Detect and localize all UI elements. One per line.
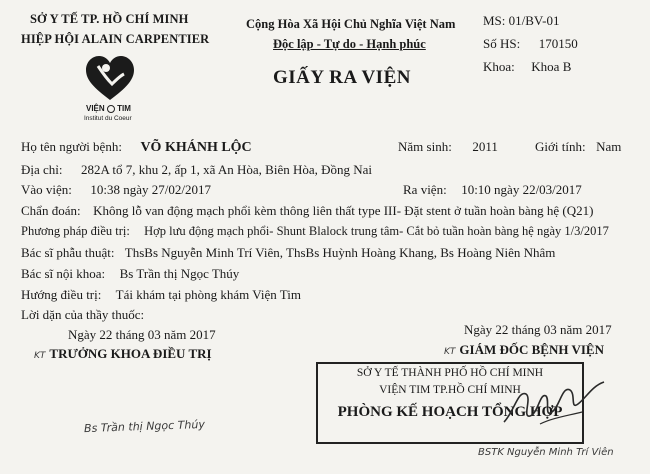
- birth-year-label: Năm sinh:: [398, 139, 452, 154]
- right-signer-prefix: KT: [444, 347, 456, 357]
- left-date: Ngày 22 tháng 03 năm 2017: [68, 327, 216, 342]
- heart-logo-icon: [84, 54, 136, 104]
- birth-year: [398, 139, 498, 155]
- form-code: MS: 01/BV-01: [483, 13, 560, 28]
- followup-value: Tái khám tại phòng khám Viện Tim: [115, 287, 301, 302]
- patient-name-value: VÕ KHÁNH LỘC: [140, 140, 252, 155]
- advice-label: Lời dặn của thầy thuốc:: [21, 307, 145, 322]
- director-signature-icon: [500, 372, 610, 432]
- followup-label: Hướng điều trị:: [21, 287, 102, 302]
- diagnosis-value: Không lỗ van động mạch phổi kèm thông liên thất type III- Đặt stent ở tuần hoàn bàng hệ (Q21): [93, 203, 594, 218]
- discharge-value: 10:10 ngày 22/03/2017: [461, 182, 582, 197]
- treatment-label: Phương pháp điều trị:: [21, 224, 130, 238]
- left-signer-title: [34, 345, 212, 363]
- followup-row: [21, 287, 301, 303]
- birth-year-value: 2011: [472, 139, 498, 154]
- admission-value: 10:38 ngày 27/02/2017: [90, 182, 212, 197]
- diagnosis-label: Chẩn đoán:: [21, 203, 81, 218]
- admission-label: Vào viện:: [21, 182, 72, 197]
- left-signer-prefix: KT: [34, 351, 46, 361]
- gender-label: Giới tính:: [535, 139, 586, 154]
- patient-name-row: [21, 139, 252, 156]
- logo-dot-icon: [107, 105, 115, 113]
- discharge-label: Ra viện:: [403, 182, 447, 197]
- record-number-label: Số HS:: [483, 36, 521, 51]
- record-number-value: 170150: [538, 36, 578, 51]
- address-label: Địa chỉ:: [21, 162, 63, 177]
- department-value: Khoa B: [531, 59, 572, 74]
- motto-label: Độc lập - Tự do - Hạnh phúc: [273, 37, 426, 51]
- page-title: GIẤY RA VIỆN: [273, 67, 411, 88]
- admission-row: [21, 182, 211, 198]
- republic-label: Cộng Hòa Xã Hội Chủ Nghĩa Việt Nam: [246, 17, 456, 31]
- dept-health-label: SỞ Y TẾ TP. HỒ CHÍ MINH: [30, 12, 189, 26]
- discharge-row: [403, 182, 582, 198]
- department-label: Khoa:: [483, 59, 515, 74]
- association-label: HIỆP HỘI ALAIN CARPENTIER: [21, 32, 210, 46]
- right-date: Ngày 22 tháng 03 năm 2017: [464, 322, 612, 337]
- surgeon-row: [21, 245, 555, 261]
- left-signer-title-text: TRƯỞNG KHOA ĐIỀU TRỊ: [49, 346, 212, 361]
- address-row: [21, 162, 372, 178]
- internist-row: [21, 266, 239, 282]
- internist-value: Bs Trần thị Ngọc Thúy: [119, 266, 240, 281]
- stamp-line-2: VIỆN TIM TP.HỒ CHÍ MINH: [379, 384, 521, 396]
- right-signer-title: [444, 341, 604, 359]
- logo-text: [86, 104, 131, 113]
- left-signature-handwriting: Bs Trần thị Ngọc Thúy: [83, 417, 206, 436]
- stamp-line-3: PHÒNG KẾ HOẠCH TỔNG HỢP: [337, 404, 563, 420]
- internist-label: Bác sĩ nội khoa:: [21, 266, 106, 281]
- logo-subtitle: Institut du Coeur: [84, 115, 132, 122]
- diagnosis-row: [21, 203, 593, 219]
- department: [483, 59, 571, 75]
- treatment-value: Hợp lưu động mạch phổi- Shunt Blalock trung tâm- Cắt bỏ tuần hoàn bàng hệ ngày 1/3/2017: [144, 224, 609, 238]
- patient-name-label: Họ tên người bệnh:: [21, 139, 122, 154]
- treatment-row: [21, 224, 609, 239]
- surgeon-label: Bác sĩ phẫu thuật:: [21, 245, 115, 260]
- logo-text-left: VIỆN: [86, 104, 105, 113]
- logo-text-right: TIM: [117, 104, 131, 113]
- record-number: [483, 36, 578, 52]
- address-value: 282A tổ 7, khu 2, ấp 1, xã An Hòa, Biên Hòa, Đồng Nai: [81, 162, 373, 177]
- stamp-line-1: SỞ Y TẾ THÀNH PHỐ HỒ CHÍ MINH: [356, 367, 544, 379]
- gender-value: Nam: [596, 139, 622, 154]
- surgeon-value: ThsBs Nguyễn Minh Trí Viên, ThsBs Huỳnh Hoàng Khang, Bs Hoàng Niên Nhâm: [124, 245, 556, 260]
- right-signature-handwriting: BSTK Nguyễn Minh Trí Viên: [478, 447, 614, 458]
- right-signer-title-text: GIÁM ĐỐC BỆNH VIỆN: [459, 342, 604, 357]
- gender: [535, 139, 621, 155]
